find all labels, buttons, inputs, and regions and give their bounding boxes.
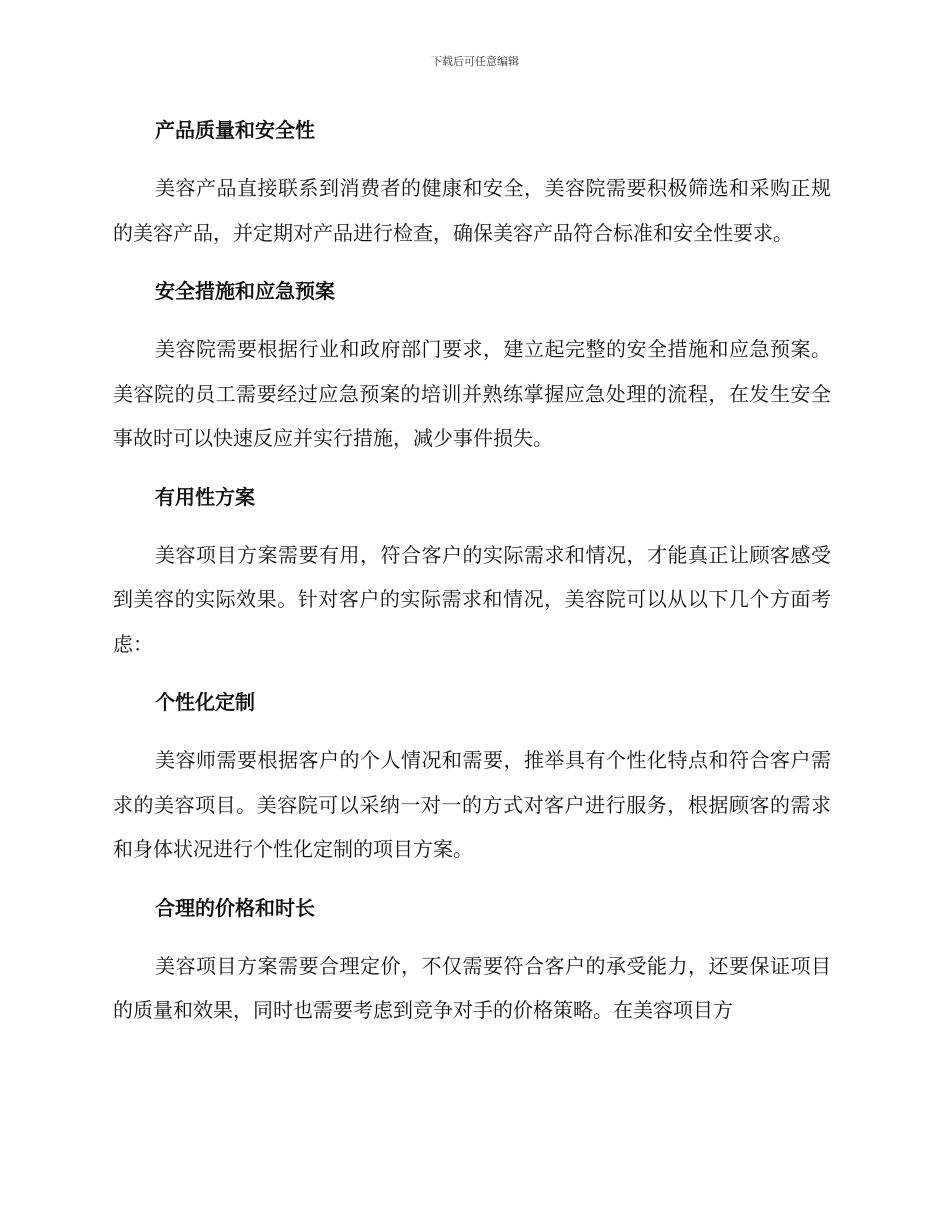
page-header: 下载后可任意编辑 [431,55,519,68]
section-paragraph: 美容院需要根据行业和政府部门要求，建立起完整的安全措施和应急预案。美容院的员工需要经过应急预案的培训并熟练掌握应急处理的流程，在发生安全事故时可以快速反应并实行措施，减少事件损失。 [113,337,831,450]
document-body [113,108,831,1047]
section-heading: 个性化定制 [155,690,255,714]
section-paragraph: 美容项目方案需要合理定价，不仅需要符合客户的承受能力，还要保证项目的质量和效果，同时也需要考虑到竞争对手的价格策略。在美容项目方 [113,953,831,1022]
section-paragraph: 美容项目方案需要有用，符合客户的实际需求和情况，才能真正让顾客感受到美容的实际效果。针对客户的实际需求和情况，美容院可以从以下几个方面考虑： [113,542,831,656]
section-paragraph: 美容产品直接联系到消费者的健康和安全，美容院需要积极筛选和采购正规的美容产品，并定期对产品进行检查，确保美容产品符合标准和安全性要求。 [113,176,831,245]
section-heading: 安全措施和应急预案 [155,279,335,303]
section-heading: 产品质量和安全性 [155,118,315,142]
section-heading: 合理的价格和时长 [155,895,315,920]
section-heading: 有用性方案 [155,484,255,509]
section-paragraph: 美容师需要根据客户的个人情况和需要，推举具有个性化特点和符合客户需求的美容项目。美容院可以采纳一对一的方式对客户进行服务，根据顾客的需求和身体状况进行个性化定制的项目方案。 [113,748,831,861]
